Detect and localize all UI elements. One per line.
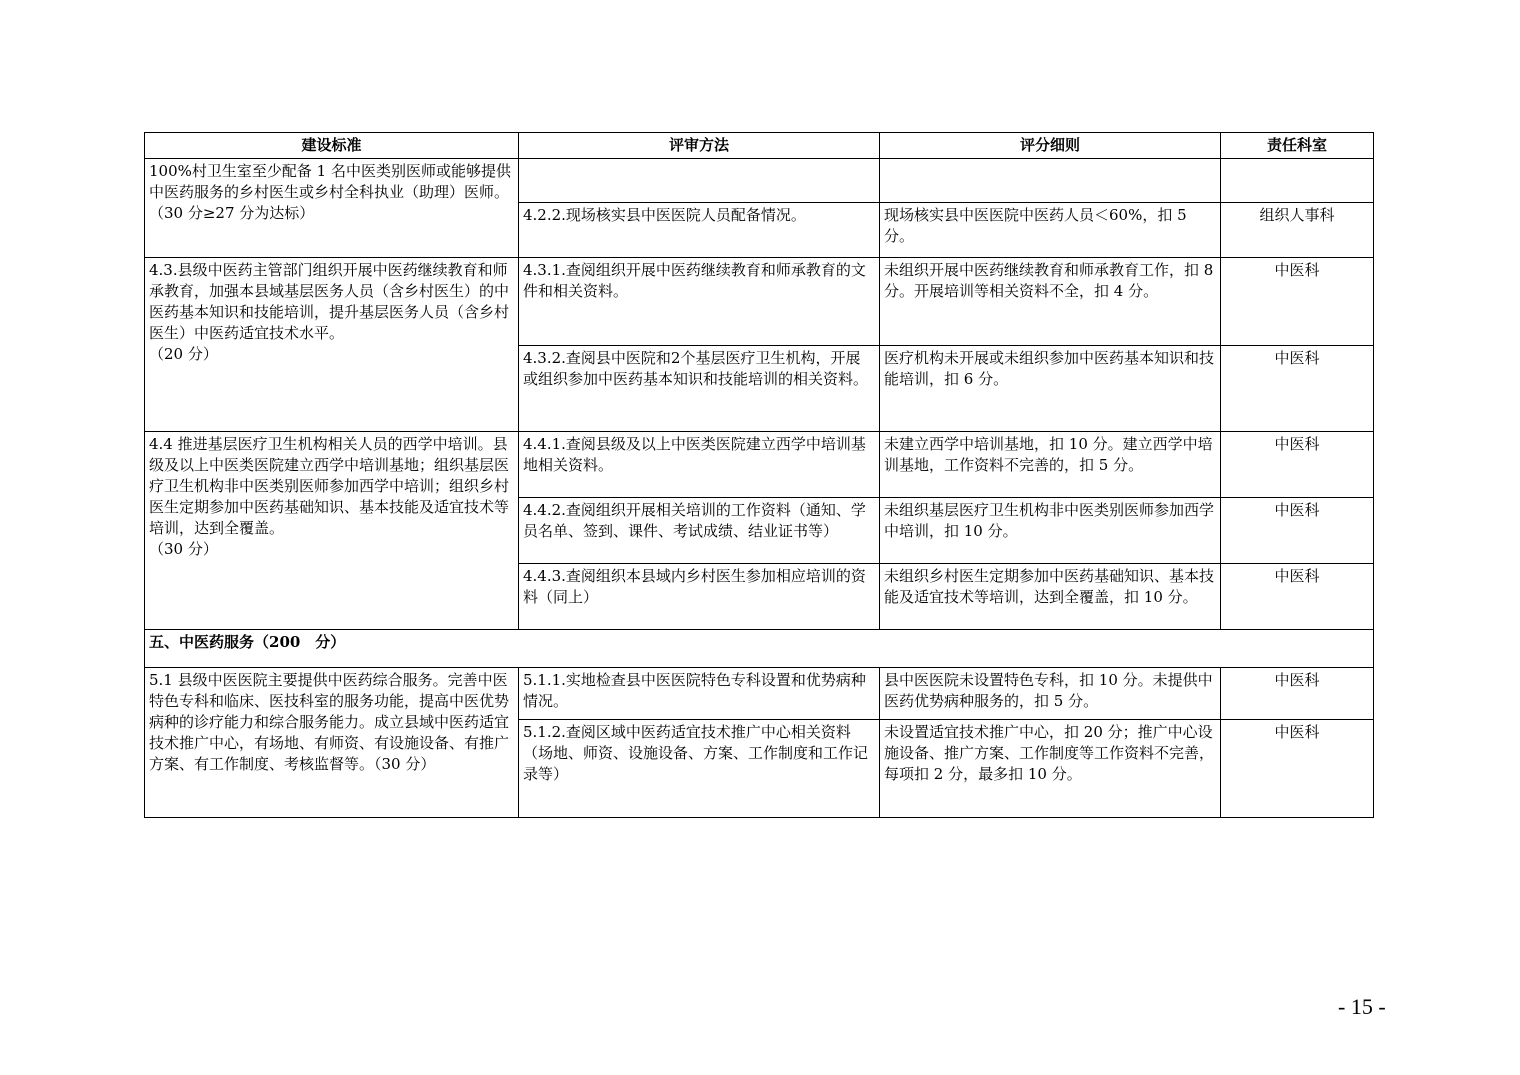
table-header-row [145,133,1374,159]
header-dept: 责任科室 [1221,133,1374,159]
rule-cell-5-1-2: 未设置适宜技术推广中心，扣 20 分；推广中心设施设备、推广方案、工作制度等工作资料不完善，每项扣 2 分，最多扣 10 分。 [880,720,1221,818]
dept-cell-4-3-1: 中医科 [1221,258,1374,346]
method-cell-4-4-1: 4.4.1.查阅县级及以上中医类医院建立西学中培训基地相关资料。 [519,432,880,498]
blank-cell [880,159,1221,203]
rule-cell-4-2-2: 现场核实县中医医院中医药人员＜60%，扣 5 分。 [880,203,1221,258]
standard-score-4-3: （20 分） [149,345,218,363]
table-row [145,668,1374,720]
rule-cell-4-4-3: 未组织乡村医生定期参加中医药基础知识、基本技能及适宜技术等培训，达到全覆盖，扣 10 分。 [880,564,1221,630]
table-row [145,159,1374,203]
blank-cell [519,159,880,203]
header-method: 评审方法 [519,133,880,159]
dept-cell-4-4-2: 中医科 [1221,498,1374,564]
method-cell-4-2-2: 4.2.2.现场核实县中医医院人员配备情况。 [519,203,880,258]
dept-cell-4-4-1: 中医科 [1221,432,1374,498]
standard-text-4-3: 4.3.县级中医药主管部门组织开展中医药继续教育和师承教育，加强本县域基层医务人员（含乡村医生）的中医药基本知识和技能培训，提升基层医务人员（含乡村医生）中医药适宜技术水平。 [149,261,510,342]
dept-cell-4-4-3: 中医科 [1221,564,1374,630]
evaluation-table [144,132,1374,818]
section-row [145,630,1374,668]
rule-cell-4-4-2: 未组织基层医疗卫生机构非中医类别医师参加西学中培训，扣 10 分。 [880,498,1221,564]
blank-cell [1221,159,1374,203]
standard-score-4-4: （30 分） [149,540,218,558]
method-cell-5-1-1: 5.1.1.实地检查县中医医院特色专科设置和优势病种情况。 [519,668,880,720]
table-row [145,258,1374,346]
table-row [145,432,1374,498]
method-cell-5-1-2: 5.1.2.查阅区域中医药适宜技术推广中心相关资料（场地、师资、设施设备、方案、工作制度和工作记录等） [519,720,880,818]
section-heading-5: 五、中医药服务（200 分） [145,630,1374,668]
method-cell-4-3-2: 4.3.2.查阅县中医院和2个基层医疗卫生机构，开展或组织参加中医药基本知识和技能培训的相关资料。 [519,346,880,432]
standard-cell-4-2: 100%村卫生室至少配备 1 名中医类别医师或能够提供中医药服务的乡村医生或乡村全科执业（助理）医师。（30 分≥27 分为达标） [145,159,519,258]
page-number: - 15 - [1338,994,1386,1019]
rule-cell-4-3-2: 医疗机构未开展或未组织参加中医药基本知识和技能培训，扣 6 分。 [880,346,1221,432]
rule-cell-5-1-1: 县中医医院未设置特色专科，扣 10 分。未提供中医药优势病种服务的，扣 5 分。 [880,668,1221,720]
dept-cell-5-1-1: 中医科 [1221,668,1374,720]
standard-cell-4-3 [145,258,519,432]
standard-cell-5-1: 5.1 县级中医医院主要提供中医药综合服务。完善中医特色专科和临床、医技科室的服务功能，提高中医优势病种的诊疗能力和综合服务能力。成立县域中医药适宜技术推广中心，有场地、有师资、有设施设备、有推广方案、有工作制度、考核监督等。（30 分） [145,668,519,818]
dept-cell-5-1-2: 中医科 [1221,720,1374,818]
rule-cell-4-3-1: 未组织开展中医药继续教育和师承教育工作，扣 8分。开展培训等相关资料不全，扣 4 分。 [880,258,1221,346]
method-cell-4-3-1: 4.3.1.查阅组织开展中医药继续教育和师承教育的文件和相关资料。 [519,258,880,346]
standard-text-4-4: 4.4 推进基层医疗卫生机构相关人员的西学中培训。县级及以上中医类医院建立西学中培训基地；组织基层医疗卫生机构非中医类别医师参加西学中培训；组织乡村医生定期参加中医药基础知识、基本技能及适宜技术等培训，达到全覆盖。 [149,435,510,537]
method-cell-4-4-3: 4.4.3.查阅组织本县域内乡村医生参加相应培训的资料（同上） [519,564,880,630]
dept-cell-4-2-2: 组织人事科 [1221,203,1374,258]
rule-cell-4-4-1: 未建立西学中培训基地，扣 10 分。建立西学中培训基地，工作资料不完善的，扣 5 分。 [880,432,1221,498]
standard-cell-4-4 [145,432,519,630]
method-cell-4-4-2: 4.4.2.查阅组织开展相关培训的工作资料（通知、学员名单、签到、课件、考试成绩、结业证书等） [519,498,880,564]
dept-cell-4-3-2: 中医科 [1221,346,1374,432]
header-rule: 评分细则 [880,133,1221,159]
header-standard: 建设标准 [145,133,519,159]
